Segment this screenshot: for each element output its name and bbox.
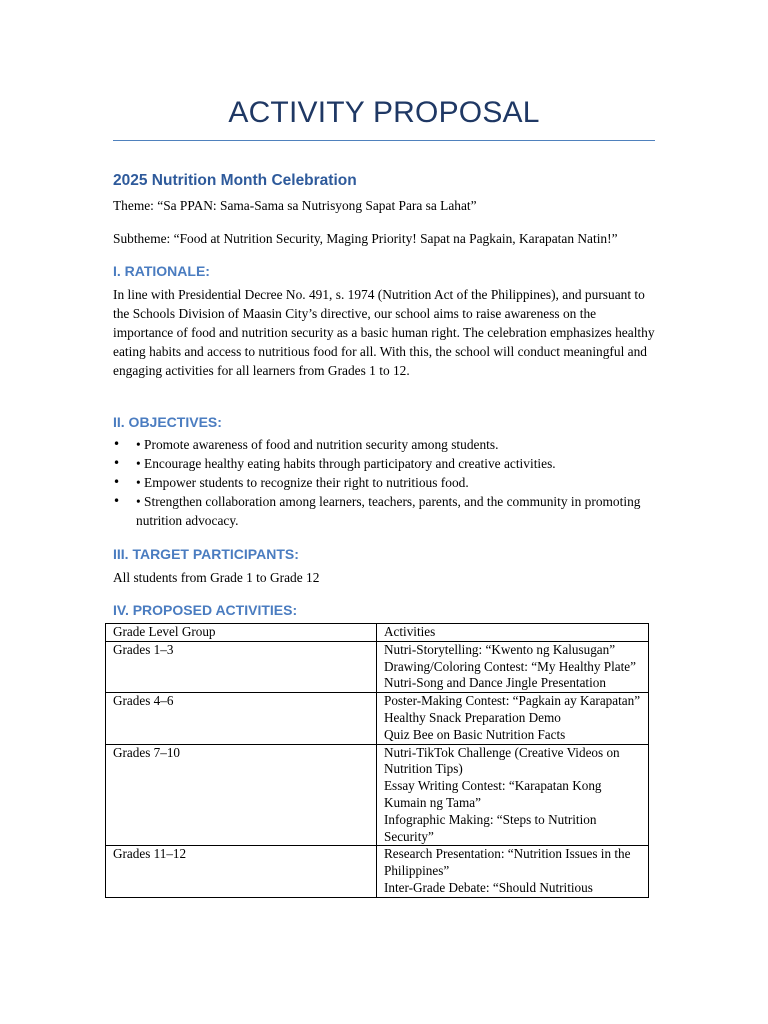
bullet-icon: •	[113, 456, 121, 470]
column-header-grade: Grade Level Group	[106, 624, 377, 642]
objectives-list	[113, 435, 658, 530]
activities-cell	[377, 846, 649, 897]
activity-item: Research Presentation: “Nutrition Issues in the Philippines”	[384, 846, 631, 879]
activity-item: Infographic Making: “Steps to Nutrition Security”	[384, 811, 597, 844]
activities-table	[105, 623, 649, 898]
table-row	[106, 846, 649, 897]
event-title: 2025 Nutrition Month Celebration	[113, 172, 357, 189]
document-title: ACTIVITY PROPOSAL	[228, 96, 540, 129]
objective-text: • Encourage healthy eating habits through participatory and creative activities.	[136, 456, 556, 471]
table-header-row	[106, 624, 649, 642]
activity-item: Nutri-Song and Dance Jingle Presentation	[384, 675, 606, 691]
bullet-icon: •	[113, 494, 121, 508]
activity-item: Inter-Grade Debate: “Should Nutritious	[384, 879, 593, 895]
table-row	[106, 641, 649, 692]
objective-item	[113, 492, 658, 530]
activity-item: Nutri-Storytelling: “Kwento ng Kalusugan”	[384, 641, 616, 657]
activity-item: Poster-Making Contest: “Pagkain ay Karapatan”	[384, 693, 641, 709]
activities-cell	[377, 641, 649, 692]
objective-item	[113, 435, 658, 454]
table-row	[106, 744, 649, 846]
grade-group-cell: Grades 11–12	[106, 846, 377, 897]
participants-heading: III. TARGET PARTICIPANTS:	[113, 546, 299, 562]
title-underline	[113, 140, 655, 141]
objective-item	[113, 473, 658, 492]
theme-line: Theme: “Sa PPAN: Sama-Sama sa Nutrisyong Sapat Para sa Lahat”	[113, 198, 477, 213]
objective-item	[113, 454, 658, 473]
activity-item: Healthy Snack Preparation Demo	[384, 709, 561, 725]
rationale-body: In line with Presidential Decree No. 491, s. 1974 (Nutrition Act of the Philippines), and pursuant to the Schools Division of Maasin City’s directive, our school aims to raise awareness on the importance of food and nutrition security as a basic human right. The celebration emphasizes healthy eating habits and access to nutritious food for all. With this, the school will conduct meaningful and engaging activities for all learners from Grades 1 to 12.	[113, 287, 655, 378]
activities-cell	[377, 693, 649, 744]
objectives-heading: II. OBJECTIVES:	[113, 414, 222, 430]
activity-item: Drawing/Coloring Contest: “My Healthy Plate”	[384, 658, 636, 674]
objective-text: • Empower students to recognize their right to nutritious food.	[136, 475, 469, 490]
activity-item: Quiz Bee on Basic Nutrition Facts	[384, 726, 566, 742]
activities-heading: IV. PROPOSED ACTIVITIES:	[113, 602, 298, 618]
grade-group-cell: Grades 7–10	[106, 744, 377, 846]
grade-group-cell: Grades 4–6	[106, 693, 377, 744]
table-row	[106, 693, 649, 744]
objective-text: • Strengthen collaboration among learners, teachers, parents, and the community in promoting nutrition advocacy.	[136, 494, 641, 528]
activity-item: Essay Writing Contest: “Karapatan Kong Kumain ng Tama”	[384, 778, 602, 810]
grade-group-cell: Grades 1–3	[106, 641, 377, 692]
subtheme-line: Subtheme: “Food at Nutrition Security, Maging Priority! Sapat na Pagkain, Karapatan Natin!”	[113, 231, 618, 246]
bullet-icon: •	[113, 437, 121, 451]
activities-cell	[377, 744, 649, 846]
activity-item: Nutri-TikTok Challenge (Creative Videos on Nutrition Tips)	[384, 744, 620, 777]
objective-text: • Promote awareness of food and nutrition security among students.	[136, 437, 499, 452]
rationale-heading: I. RATIONALE:	[113, 263, 210, 279]
bullet-icon: •	[113, 475, 121, 489]
column-header-activities: Activities	[377, 624, 649, 642]
participants-body: All students from Grade 1 to Grade 12	[113, 570, 320, 585]
